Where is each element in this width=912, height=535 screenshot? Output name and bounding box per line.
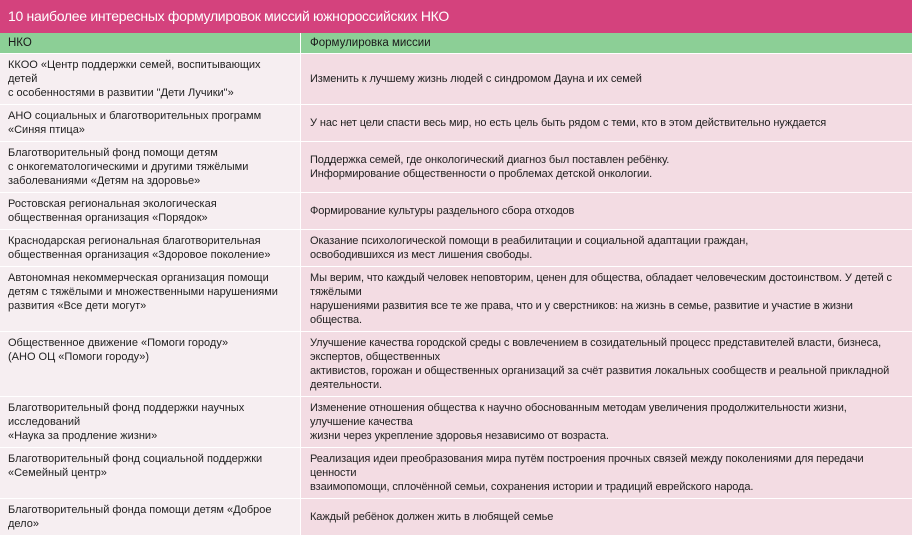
org-line: ККОО «Центр поддержки семей, воспитывающих детей xyxy=(8,59,261,85)
table-row xyxy=(0,396,912,447)
org-cell xyxy=(0,267,301,331)
mission-line: Поддержка семей, где онкологический диагноз был поставлен ребёнку. xyxy=(310,154,670,166)
mission-line: жизни через укрепление здоровья независимо от возраста. xyxy=(310,430,609,442)
mission-line: Изменение отношения общества к научно обоснованным методам увеличения продолжительности жизни, улучшение качества xyxy=(310,402,847,428)
mission-line: Формирование культуры раздельного сбора отходов xyxy=(310,205,575,217)
org-cell xyxy=(0,397,301,447)
mission-cell xyxy=(301,230,912,266)
mission-line: Улучшение качества городской среды с вовлечением в созидательный процесс представителей власти, бизнеса, экспертов, общественных xyxy=(310,337,882,363)
mission-cell xyxy=(301,397,912,447)
table-row xyxy=(0,447,912,498)
mission-line: нарушениями развития все те же права, что и у сверстников: на жизнь в семье, развитие и участие в жизни общества. xyxy=(310,300,853,326)
org-cell xyxy=(0,193,301,229)
org-line: Благотворительный фонда помощи детям «Доброе дело» xyxy=(8,504,272,530)
table-row xyxy=(0,229,912,266)
org-cell xyxy=(0,54,301,104)
mission-cell xyxy=(301,105,912,141)
mission-line: Каждый ребёнок должен жить в любящей семье xyxy=(310,511,554,523)
org-line: Автономная некоммерческая организация помощи xyxy=(8,272,269,284)
org-line: Благотворительный фонд социальной поддержки xyxy=(8,453,263,465)
mission-line: освободившихся из мест лишения свободы. xyxy=(310,249,533,261)
table-row xyxy=(0,331,912,396)
mission-cell xyxy=(301,499,912,535)
mission-line: взаимопомощи, сплочённой семьи, сохранения истории и традиций еврейского народа. xyxy=(310,481,754,493)
org-cell xyxy=(0,499,301,535)
org-line: АНО социальных и благотворительных программ «Синяя птица» xyxy=(8,110,262,136)
mission-line: Реализация идеи преобразования мира путём построения прочных связей между поколениями для передачи ценности xyxy=(310,453,864,479)
mission-line: Информирование общественности о проблемах детской онкологии. xyxy=(310,168,653,180)
org-line: с онкогематологическими и другими тяжёлыми xyxy=(8,161,249,173)
org-line: Ростовская региональная экологическая xyxy=(8,198,217,210)
mission-line: У нас нет цели спасти весь мир, но есть цель быть рядом с теми, кто в этом действительно нуждается xyxy=(310,117,827,129)
org-cell xyxy=(0,230,301,266)
org-line: «Семейный центр» xyxy=(8,467,107,479)
org-line: Благотворительный фонд помощи детям xyxy=(8,147,218,159)
org-cell xyxy=(0,448,301,498)
table-row xyxy=(0,498,912,535)
org-cell xyxy=(0,332,301,396)
org-line: детям с тяжёлыми и множественными нарушениями xyxy=(8,286,278,298)
org-line: с особенностями в развитии "Дети Лучики"» xyxy=(8,87,234,99)
org-line: (АНО ОЦ «Помоги городу») xyxy=(8,351,150,363)
org-line: «Наука за продление жизни» xyxy=(8,430,158,442)
mission-cell xyxy=(301,332,912,396)
org-line: общественная организация «Здоровое поколение» xyxy=(8,249,271,261)
mission-cell xyxy=(301,267,912,331)
org-cell xyxy=(0,105,301,141)
mission-cell xyxy=(301,54,912,104)
column-header-mission: Формулировка миссии xyxy=(310,37,431,49)
org-line: Краснодарская региональная благотворительная xyxy=(8,235,261,247)
mission-cell xyxy=(301,142,912,192)
mission-line: Мы верим, что каждый человек неповторим, ценен для общества, обладает человеческим достоинством. У детей с тяжёлыми xyxy=(310,272,892,298)
table-row xyxy=(0,53,912,104)
org-cell xyxy=(0,142,301,192)
mission-line: Оказание психологической помощи в реабилитации и социальной адаптации граждан, xyxy=(310,235,749,247)
table-row xyxy=(0,192,912,229)
table-row xyxy=(0,266,912,331)
table-title: 10 наиболее интересных формулировок миссий южнороссийских НКО xyxy=(0,0,912,33)
mission-line: активистов, горожан и общественных организаций за счёт развития локальных сообществ и реальной прикладной деятельности. xyxy=(310,365,890,391)
table-row xyxy=(0,141,912,192)
table-body xyxy=(0,53,912,535)
mission-line: Изменить к лучшему жизнь людей с синдромом Дауна и их семей xyxy=(310,73,642,85)
org-line: общественная организация «Порядок» xyxy=(8,212,208,224)
mission-cell xyxy=(301,448,912,498)
column-header-org: НКО xyxy=(0,33,301,53)
mission-cell xyxy=(301,193,912,229)
org-line: развития «Все дети могут» xyxy=(8,300,147,312)
table-header xyxy=(0,33,912,53)
org-line: заболеваниями «Детям на здоровье» xyxy=(8,175,201,187)
org-line: Общественное движение «Помоги городу» xyxy=(8,337,229,349)
table-row xyxy=(0,104,912,141)
org-line: Благотворительный фонд поддержки научных исследований xyxy=(8,402,245,428)
